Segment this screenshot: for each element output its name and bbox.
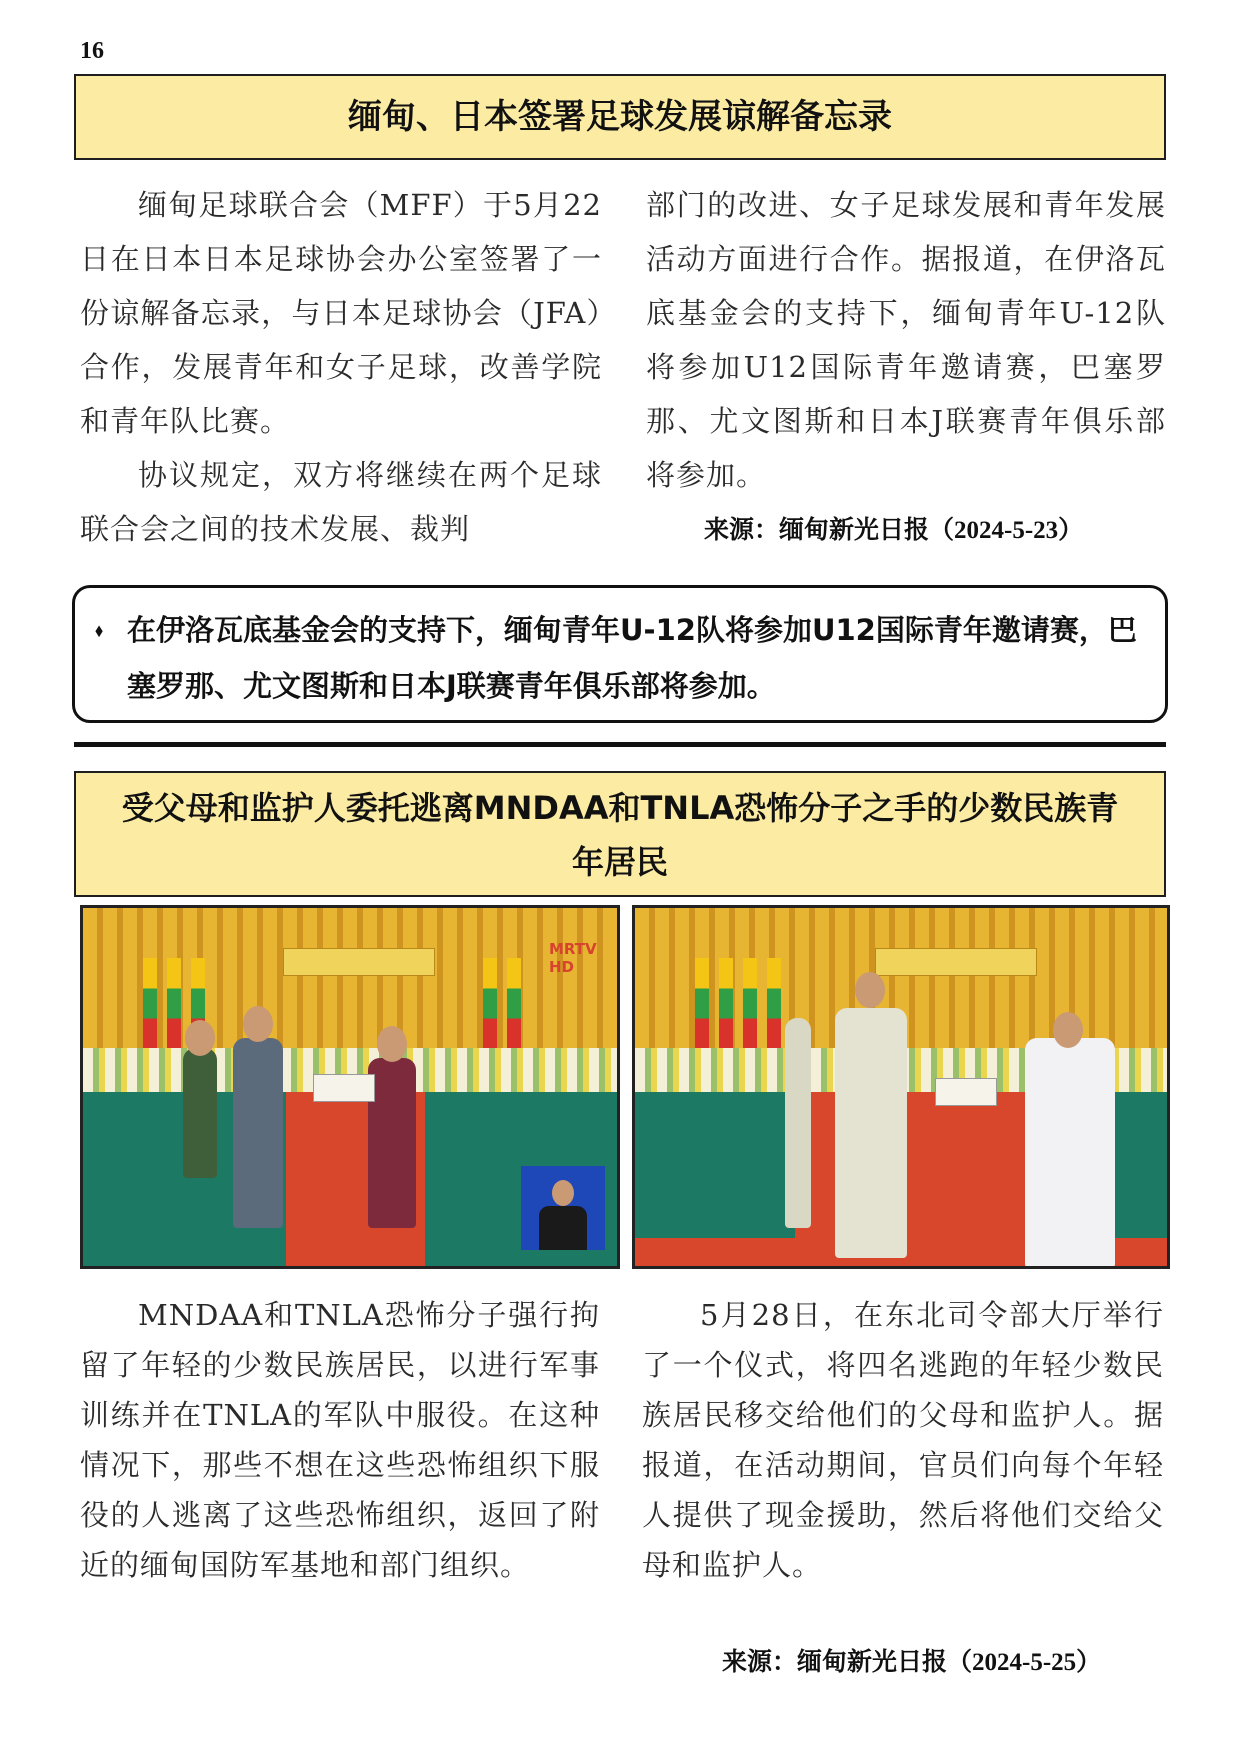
article2-left-paragraph-1: MNDAA和TNLA恐怖分子强行拘留了年轻的少数民族居民，以进行军事训练并在TNLA的军队中服役。在这种情况下，那些不想在这些恐怖组织下服役的人逃离了这些恐怖组织，返回了附近的缅甸国防军基地和部门组织。 (80, 1298, 600, 1582)
article1-source (704, 510, 1083, 546)
article2-right-paragraph-1: 5月28日，在东北司令部大厅举行了一个仪式，将四名逃跑的年轻少数民族居民移交给他们的父母和监护人。据报道，在活动期间，官员们向每个年轻人提供了现金援助，然后将他们交给父母和监护人。 (642, 1298, 1164, 1582)
article2-title-line-2: 年居民 (571, 843, 668, 881)
section-divider (74, 742, 1166, 747)
highlight-text: 在伊洛瓦底基金会的支持下，缅甸青年U-12队将参加U12国际青年邀请赛，巴塞罗那、尤文图斯和日本J联赛青年俱乐部将参加。 (127, 613, 1137, 703)
article1-left-paragraph-1: 缅甸足球联合会（MFF）于5月22日在日本日本足球协会办公室签署了一份谅解备忘录，与日本足球协会（JFA）合作，发展青年和女子足球，改善学院和青年队比赛。 (80, 188, 602, 438)
bullet-icon: ⬧ (95, 620, 104, 641)
article2-title-line-1: 受父母和监护人委托逃离MNDAA和TNLA恐怖分子之手的少数民族青 (121, 789, 1119, 827)
page-number: 16 (80, 38, 104, 64)
article2-title (74, 771, 1166, 897)
mrtv-hd-logo: MRTV HD (549, 940, 597, 976)
article1-right-paragraph-1: 部门的改进、女子足球发展和青年发展活动方面进行合作。据报道，在伊洛瓦底基金会的支持下，缅甸青年U-12队将参加U12国际青年邀请赛，巴塞罗那、尤文图斯和日本J联赛青年俱乐部将参加。 (646, 188, 1166, 492)
article2-right-column (642, 1290, 1164, 1590)
article1-right-column (646, 178, 1166, 502)
article1-source-date: （2024-5-23） (929, 517, 1084, 544)
article2-source (722, 1642, 1101, 1678)
article1-left-paragraph-2: 协议规定，双方将继续在两个足球联合会之间的技术发展、裁判 (80, 458, 602, 546)
article2-left-column (80, 1290, 600, 1590)
sign-language-interpreter-inset (521, 1166, 605, 1250)
article2-source-date: （2024-5-25） (947, 1649, 1102, 1676)
article2-source-label: 来源：缅甸新光日报 (722, 1647, 948, 1676)
ceremony-photo-1 (80, 905, 620, 1269)
article1-source-label: 来源：缅甸新光日报 (704, 515, 930, 544)
highlight-box (72, 585, 1168, 723)
ceremony-photo-2 (632, 905, 1170, 1269)
article1-left-column (80, 178, 602, 556)
article1-title: 缅甸、日本签署足球发展谅解备忘录 (74, 74, 1166, 160)
